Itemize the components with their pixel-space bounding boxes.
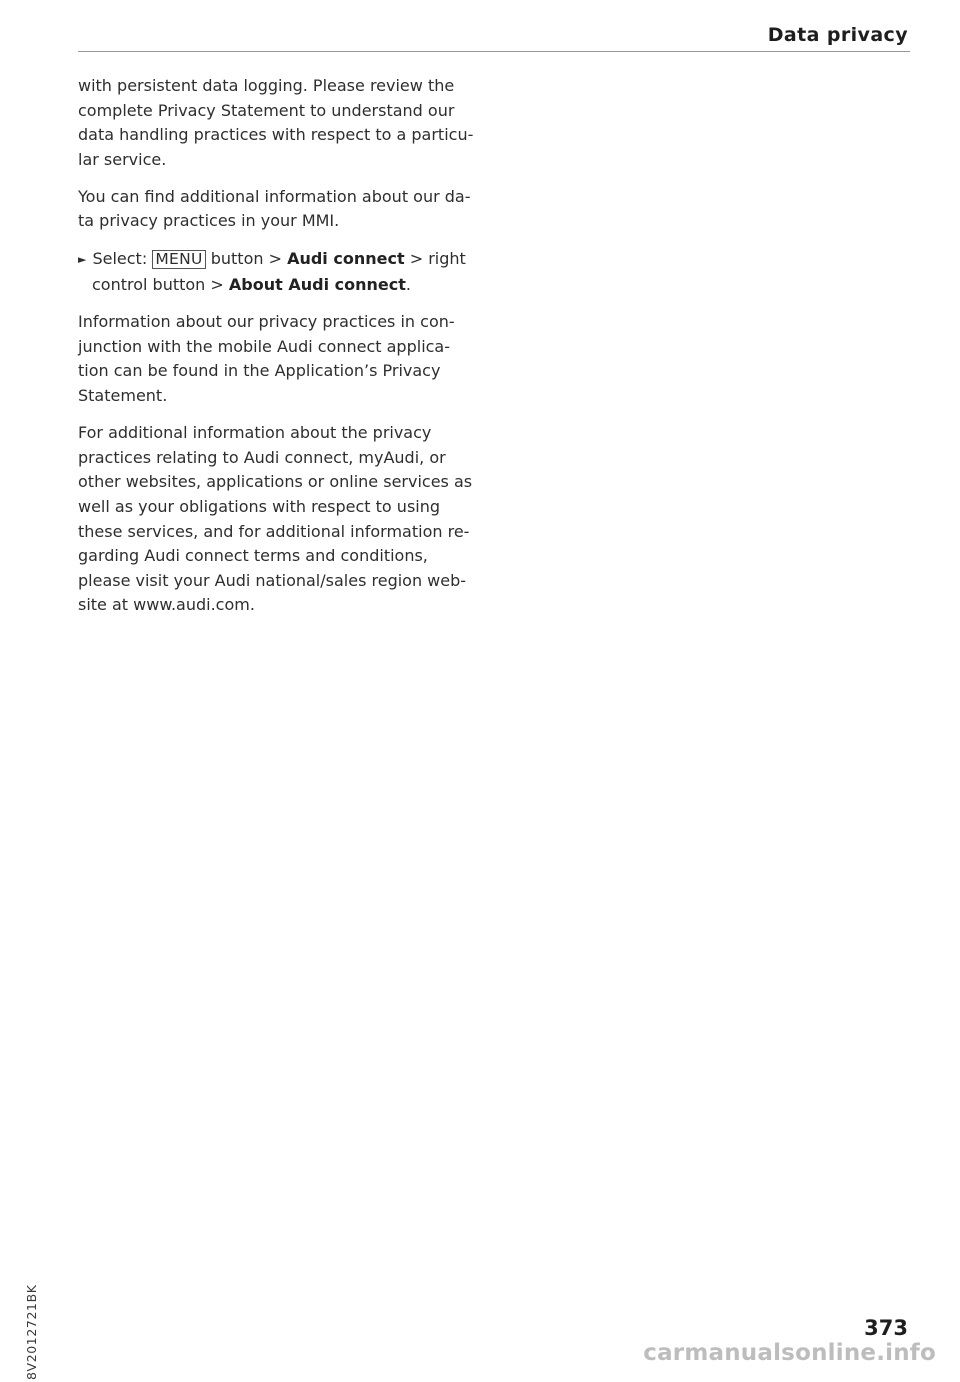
select-label: Select:: [92, 248, 148, 268]
button-word: button >: [210, 248, 282, 268]
text-line: tion can be found in the Application’s Privacy: [78, 361, 441, 381]
header-divider: [78, 51, 910, 52]
text-line: other websites, applications or online services as: [78, 472, 473, 492]
text-line: ta privacy practices in your MMI.: [78, 211, 340, 231]
menu-key: MENU: [152, 250, 205, 269]
paragraph-additional-info: [78, 421, 488, 618]
watermark: carmanualsonline.info: [643, 1340, 936, 1366]
paragraph-logging: [78, 74, 488, 172]
text-line: garding Audi connect terms and conditions,: [78, 546, 428, 566]
right-control-text: > right: [409, 248, 466, 268]
step-line-2: [78, 273, 488, 298]
text-line: junction with the mobile Audi connect applica-: [78, 336, 451, 356]
step-period: .: [405, 275, 411, 295]
text-line: data handling practices with respect to a particu-: [78, 125, 474, 145]
control-button-text: control button >: [92, 275, 224, 295]
instruction-step: [78, 247, 488, 298]
main-text: [78, 74, 488, 630]
about-audi-connect-label: About Audi connect: [228, 275, 406, 295]
step-line-1: [78, 247, 488, 274]
text-line: with persistent data logging. Please review the: [78, 76, 455, 95]
text-line: well as your obligations with respect to using: [78, 496, 441, 516]
text-line: site at www.audi.com.: [78, 595, 255, 615]
text-line: You can find additional information about our da-: [78, 186, 471, 206]
text-line: practices relating to Audi connect, myAudi, or: [78, 447, 446, 467]
audi-connect-label: Audi connect: [287, 248, 405, 268]
text-line: For additional information about the privacy: [78, 423, 432, 443]
document-code: [24, 1222, 44, 1382]
document-code-text: 8V2012721BK: [24, 1284, 39, 1380]
page-header-title: Data privacy: [767, 24, 908, 46]
text-line: lar service.: [78, 149, 167, 169]
text-line: Information about our privacy practices in con-: [78, 312, 455, 332]
text-line: these services, and for additional information re-: [78, 521, 470, 541]
paragraph-mmi-info: [78, 185, 488, 234]
page-number: 373: [864, 1316, 908, 1340]
step-bullet-icon: ►: [78, 252, 87, 266]
paragraph-app-privacy: [78, 310, 488, 408]
text-line: complete Privacy Statement to understand our: [78, 100, 455, 120]
text-line: Statement.: [78, 386, 168, 406]
text-line: please visit your Audi national/sales region web-: [78, 570, 467, 590]
